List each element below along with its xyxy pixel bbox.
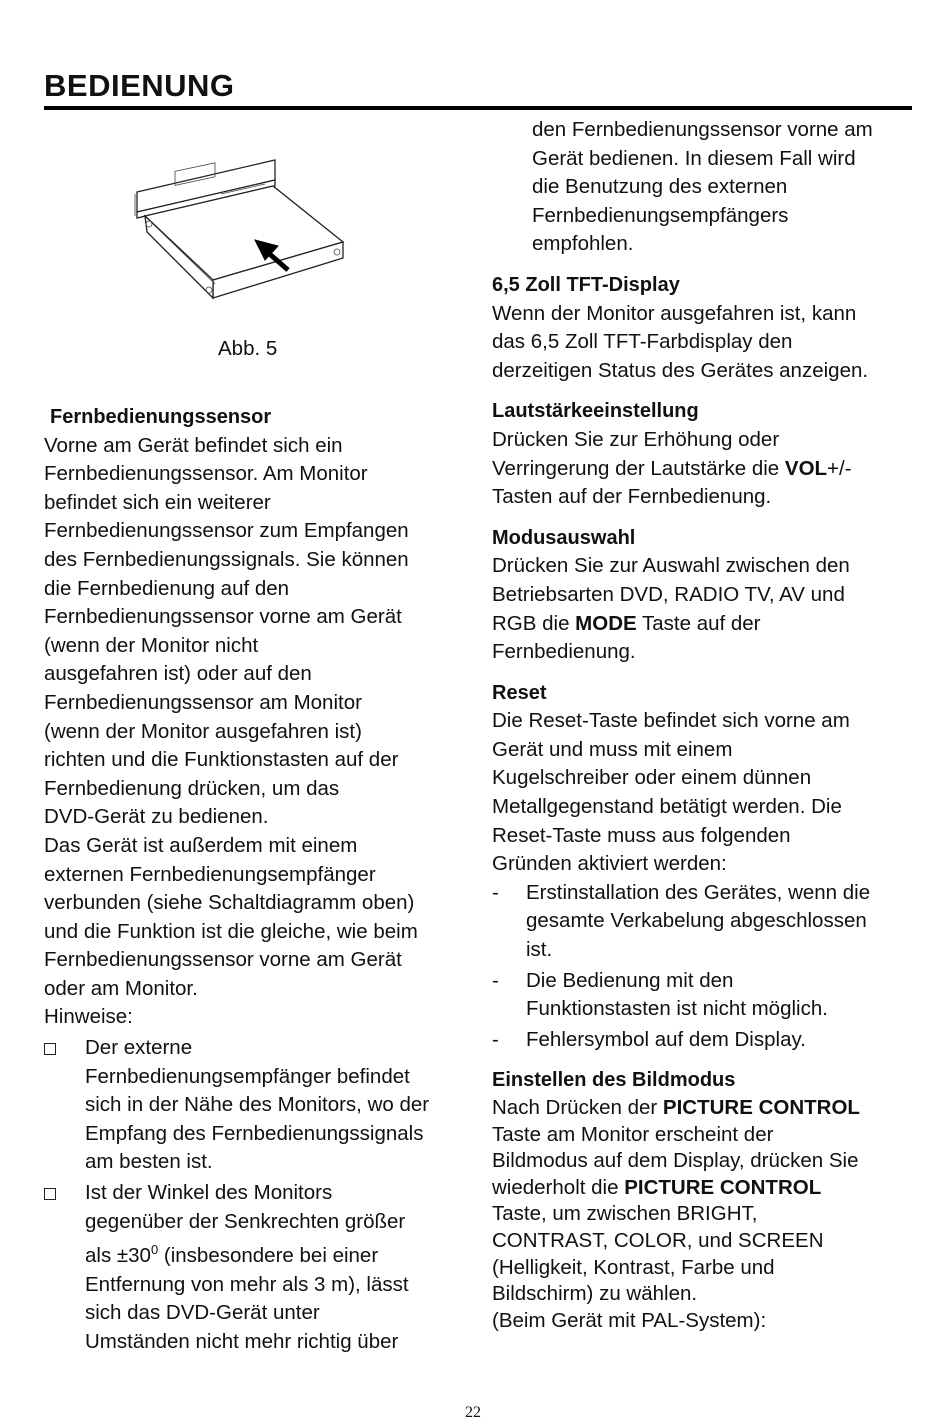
text-line: Die Bedienung mit den	[526, 968, 734, 992]
text-line: verbunden (siehe Schaltdiagramm oben)	[44, 891, 415, 915]
list-item	[492, 967, 917, 1024]
checkbox-bullet-icon	[44, 1188, 56, 1200]
text-line: Tasten auf der Fernbedienung.	[492, 485, 772, 509]
text-span: +/-	[827, 456, 852, 480]
text-line: Metallgegenstand betätigt werden. Die	[492, 795, 842, 819]
text-line: Funktionstasten ist nicht möglich.	[526, 997, 828, 1021]
text-line: sich das DVD-Gerät unter	[85, 1301, 320, 1325]
text-line: externen Fernbedienungsempfänger	[44, 862, 376, 886]
text-line: Fernbedienungssensor vorne am Gerät	[44, 605, 402, 629]
list-item	[492, 1026, 917, 1055]
picture-text	[492, 1095, 917, 1334]
section-heading-reset: Reset	[492, 681, 547, 704]
sensor-text	[44, 432, 469, 1032]
text-line: Fehlersymbol auf dem Display.	[526, 1027, 806, 1051]
text-line: gegenüber der Senkrechten größer	[85, 1209, 406, 1233]
text-span: Nach Drücken der	[492, 1096, 663, 1119]
text-line: Bildschirm) zu wählen.	[492, 1282, 698, 1306]
text-line: derzeitigen Status des Gerätes anzeigen.	[492, 358, 869, 382]
text-line: befindet sich ein weiterer	[44, 490, 271, 514]
text-line	[492, 610, 917, 639]
text-line: Kugelschreiber oder einem dünnen	[492, 766, 812, 790]
title-rule	[44, 106, 912, 110]
text-line	[492, 1175, 917, 1202]
text-line	[492, 455, 917, 484]
text-line: Fernbedienungsempfängers	[532, 203, 789, 227]
degree-superscript: 0	[150, 1242, 159, 1258]
text-line: (wenn der Monitor ausgefahren ist)	[44, 719, 362, 743]
text-line: Reset-Taste muss aus folgenden	[492, 823, 791, 847]
text-line	[85, 1236, 409, 1271]
list-item-text	[526, 879, 870, 965]
text-line: Taste, um zwischen BRIGHT,	[492, 1202, 758, 1226]
page-number: 22	[465, 1404, 481, 1421]
text-line: Die Reset-Taste befindet sich vorne am	[492, 709, 850, 733]
text-line: oder am Monitor.	[44, 976, 198, 1000]
list-item	[492, 879, 917, 965]
text-line: Wenn der Monitor ausgefahren ist, kann	[492, 301, 857, 325]
section-heading-display: 6,5 Zoll TFT-Display	[492, 273, 680, 296]
figure-caption: Abb. 5	[218, 337, 278, 360]
text-line	[492, 1095, 917, 1122]
text-line: Bildmodus auf dem Display, drücken Sie	[492, 1149, 859, 1173]
text-span: Verringerung der Lautstärke die	[492, 456, 785, 480]
text-line: Fernbedienung drücken, um das	[44, 776, 340, 800]
text-line: Taste am Monitor erscheint der	[492, 1122, 774, 1146]
text-line: empfohlen.	[532, 232, 634, 256]
picture-control-key-label: PICTURE CONTROL	[624, 1175, 822, 1199]
text-line: Entfernung von mehr als 3 m), lässt	[85, 1272, 409, 1296]
text-line: am besten ist.	[85, 1150, 213, 1174]
text-line: die Fernbedienung auf den	[44, 576, 290, 600]
text-line: Drücken Sie zur Auswahl zwischen den	[492, 554, 850, 578]
text-span: Taste auf der	[636, 611, 761, 635]
text-line: die Benutzung des externen	[532, 175, 788, 199]
hint-item	[44, 1179, 469, 1357]
monitor-arrow-illustration	[125, 150, 355, 310]
text-line: Gründen aktiviert werden:	[492, 852, 727, 876]
text-line: das 6,5 Zoll TFT-Farbdisplay den	[492, 330, 793, 354]
text-line: Ist der Winkel des Monitors	[85, 1181, 333, 1205]
text-line: Gerät und muss mit einem	[492, 737, 733, 761]
text-line: und die Funktion ist die gleiche, wie beim	[44, 919, 418, 943]
page-title: BEDIENUNG	[44, 68, 235, 103]
text-line: richten und die Funktionstasten auf der	[44, 748, 399, 772]
text-span: RGB die	[492, 611, 576, 635]
text-line: Fernbedienungsempfänger befindet	[85, 1064, 410, 1088]
text-line: Das Gerät ist außerdem mit einem	[44, 833, 358, 857]
text-line: CONTRAST, COLOR, und SCREEN	[492, 1228, 824, 1252]
text-line: den Fernbedienungssensor vorne am	[532, 118, 873, 141]
text-span: als ±30	[85, 1244, 151, 1268]
section-heading-mode: Modusauswahl	[492, 526, 636, 549]
text-line: (wenn der Monitor nicht	[44, 633, 259, 657]
continuation-text	[492, 116, 917, 259]
checkbox-bullet-icon	[44, 1043, 56, 1055]
text-line: sich in der Nähe des Monitors, wo der	[85, 1093, 430, 1117]
hint-item	[44, 1034, 469, 1177]
list-item-text	[526, 967, 828, 1024]
text-line: Gerät bedienen. In diesem Fall wird	[532, 146, 856, 170]
vol-key-label: VOL	[784, 456, 828, 480]
text-line: Vorne am Gerät befindet sich ein	[44, 433, 343, 457]
text-line: Der externe	[85, 1036, 193, 1060]
text-line: des Fernbedienungssignals. Sie können	[44, 547, 409, 571]
text-line: gesamte Verkabelung abgeschlossen	[526, 909, 867, 933]
text-line: Fernbedienungssensor zum Empfangen	[44, 519, 409, 543]
section-heading-sensor: Fernbedienungssensor	[50, 406, 272, 428]
text-line: (Helligkeit, Kontrast, Farbe und	[492, 1255, 775, 1279]
text-line: ist.	[526, 938, 553, 962]
text-line: Empfang des Fernbedienungssignals	[85, 1121, 424, 1145]
section-heading-volume: Lautstärkeeinstellung	[492, 400, 699, 423]
right-column	[492, 116, 917, 1334]
left-column	[44, 403, 469, 1357]
text-line: Erstinstallation des Gerätes, wenn die	[526, 880, 871, 904]
text-span: (insbesondere bei einer	[158, 1244, 379, 1268]
hint-text	[85, 1034, 429, 1177]
text-line: Fernbedienungssensor vorne am Gerät	[44, 948, 402, 972]
mode-key-label: MODE	[575, 611, 637, 635]
section-heading-picture: Einstellen des Bildmodus	[492, 1069, 736, 1092]
text-line: Betriebsarten DVD, RADIO TV, AV und	[492, 582, 845, 606]
text-line: Drücken Sie zur Erhöhung oder	[492, 427, 780, 451]
hint-text	[85, 1179, 409, 1357]
text-line: (Beim Gerät mit PAL-System):	[492, 1308, 767, 1332]
picture-control-key-label: PICTURE CONTROL	[662, 1096, 860, 1119]
text-line: Fernbedienung.	[492, 640, 636, 664]
list-item-text	[526, 1026, 806, 1055]
text-line: Fernbedienungssensor am Monitor	[44, 690, 362, 714]
text-span: wiederholt die	[492, 1175, 625, 1199]
dash-bullet: -	[492, 1027, 499, 1051]
text-line: Umständen nicht mehr richtig über	[85, 1330, 399, 1353]
text-line: Fernbedienungssensor. Am Monitor	[44, 462, 368, 486]
text-line: DVD-Gerät zu bedienen.	[44, 805, 269, 829]
text-line: ausgefahren ist) oder auf den	[44, 662, 312, 686]
dash-bullet: -	[492, 880, 499, 904]
dash-bullet: -	[492, 968, 499, 992]
text-line: Hinweise:	[44, 1005, 133, 1029]
